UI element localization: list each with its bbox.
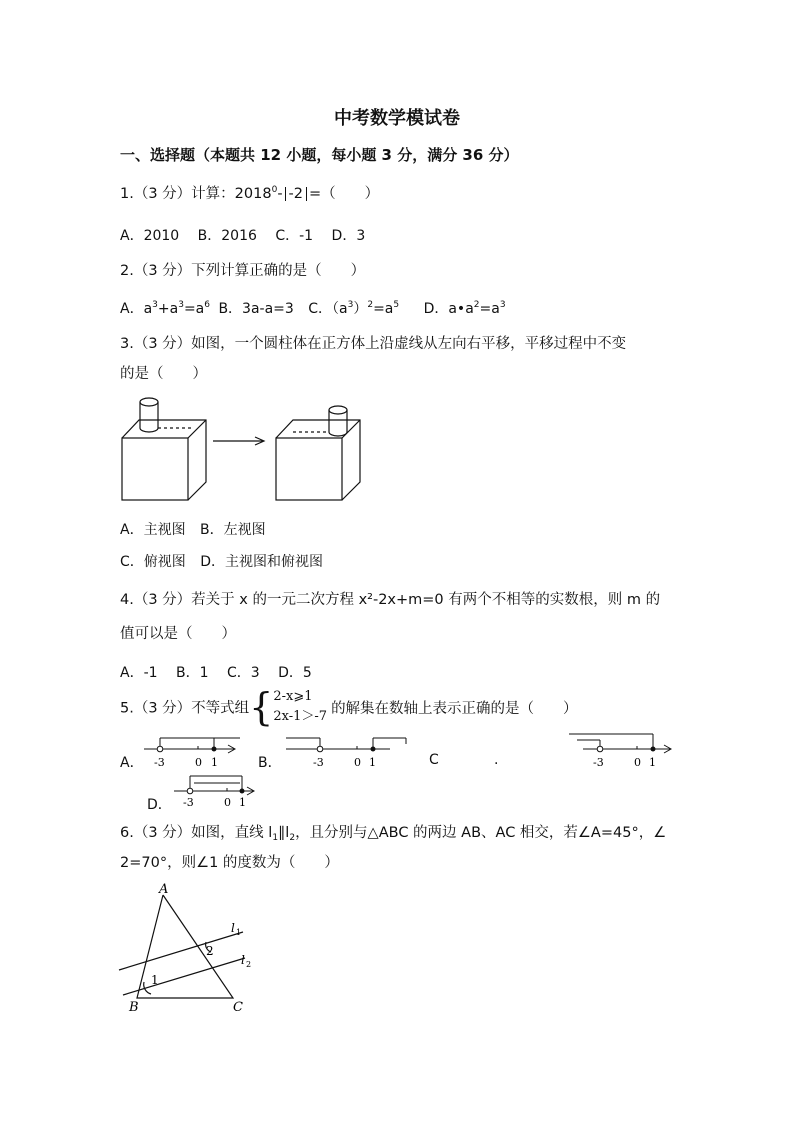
l1-label: l: [231, 921, 235, 935]
svg-text:0: 0: [634, 756, 641, 769]
q5-number-line-c: [565, 730, 677, 770]
svg-text:-3: -3: [593, 756, 604, 769]
q1-exponent: 0: [271, 185, 278, 195]
q5-suffix: 的解集在数轴上表示正确的是（ ）: [331, 700, 578, 717]
l2-subscript: 2: [246, 960, 252, 969]
q3-option-c: C．俯视图: [120, 554, 186, 570]
q3-options-row1: [120, 519, 266, 539]
question-6-line2: 2=70°，则∠1 的度数为（ ）: [120, 855, 339, 871]
q1-absolute-value: -2: [285, 187, 307, 201]
q5-option-c-dot: .: [494, 752, 499, 768]
question-3-line1: 3.（3 分）如图，一个圆柱体在正方体上沿虚线从左向右平移，平移过程中不变: [120, 336, 627, 352]
cube-cylinder-figure: [115, 390, 375, 508]
l2-label: l: [241, 953, 245, 967]
question-4-line2: 值可以是（ ）: [120, 626, 236, 642]
angle-2-label: 2: [206, 944, 214, 958]
q5-prefix: 5.（3 分）不等式组: [120, 700, 250, 717]
question-4-line1: 4.（3 分）若关于 x 的一元二次方程 x²-2x+m=0 有两个不相等的实数根，则 m 的: [120, 592, 661, 608]
q5-number-line-d: [170, 773, 260, 809]
question-6-line1: 6.（3 分）如图，直线 $l_1\parallel l_2$，且分别与△ABC 的两边 AB、AC 相交，若∠A=45°，∠: [120, 825, 667, 843]
left-cylinder-top: [140, 398, 158, 406]
q5-brace: {: [249, 685, 274, 729]
left-cube-front: [122, 438, 188, 500]
right-cylinder-top: [329, 406, 347, 414]
q5-inequality-1: 2-x⩾1: [273, 689, 313, 704]
svg-text:1: 1: [211, 756, 218, 769]
q4-option-a: A．-1: [120, 665, 158, 681]
q5-number-line-b: [282, 735, 412, 769]
svg-text:1: 1: [239, 796, 246, 809]
q5-number-line-a: [140, 735, 240, 769]
q4-option-b: B．1: [176, 665, 209, 681]
q3-option-a: A．主视图: [120, 522, 186, 538]
q2-option-c: C．$(a^3)^2=a^5$: [308, 300, 400, 317]
svg-text:0: 0: [224, 796, 231, 809]
q1-option-c: C．-1: [275, 228, 314, 244]
q5-option-b-label: B．: [258, 755, 282, 771]
l1-subscript: 1: [236, 928, 242, 937]
right-cube-front: [276, 438, 342, 500]
q1-options: [120, 225, 365, 245]
question-2: 2.（3 分）下列计算正确的是（ ）: [120, 263, 366, 279]
q5-option-a-label: A．: [120, 755, 144, 771]
svg-text:1: 1: [649, 756, 656, 769]
svg-text:1: 1: [369, 756, 376, 769]
svg-text:-3: -3: [313, 756, 324, 769]
q1-suffix: =（ ）: [309, 186, 380, 202]
q1-option-d: D．3: [331, 228, 366, 244]
q4-option-c: C．3: [226, 665, 260, 681]
question-5: [120, 687, 578, 731]
page-title: 中考数学模试卷: [334, 108, 460, 129]
svg-text:-3: -3: [154, 756, 165, 769]
vertex-a-label: A: [159, 882, 169, 897]
q2-option-b: B．3a-a=3: [218, 301, 294, 317]
vertex-c-label: C: [233, 1000, 243, 1015]
q2-options: [120, 298, 506, 318]
triangle-parallel-lines-figure: [115, 880, 265, 1016]
q5-inequality-2: 2x-1＞-7: [273, 709, 328, 724]
vertex-b-label: B: [129, 1000, 139, 1015]
question-1: [120, 182, 379, 203]
question-3-line2: 的是（ ）: [120, 366, 207, 382]
q5-option-c-label: C: [429, 752, 439, 768]
svg-text:-3: -3: [183, 796, 194, 809]
section-heading: 一、选择题（本题共 12 小题，每小题 3 分，满分 36 分）: [120, 146, 519, 164]
svg-text:0: 0: [195, 756, 202, 769]
q5-inequality-system: [273, 687, 327, 727]
q1-option-a: A．2010: [120, 228, 180, 244]
q1-prefix: 1.（3 分）计算：2018: [120, 186, 272, 202]
svg-text:0: 0: [354, 756, 361, 769]
angle-1-label: 1: [151, 973, 159, 987]
q1-option-b: B．2016: [197, 228, 257, 244]
q3-options-row2: [120, 551, 323, 571]
q4-options: [120, 662, 312, 682]
q2-option-a: A．$a^3+a^3=a^6$: [120, 300, 210, 317]
q3-option-d: D．主视图和俯视图: [200, 554, 324, 570]
q2-option-d: D．$a•a^2=a^3$: [423, 300, 506, 317]
q3-option-b: B．左视图: [200, 522, 266, 538]
q1-dash: -: [277, 186, 283, 202]
q4-option-d: D．5: [278, 665, 312, 681]
q5-option-d-label: D．: [147, 797, 172, 813]
